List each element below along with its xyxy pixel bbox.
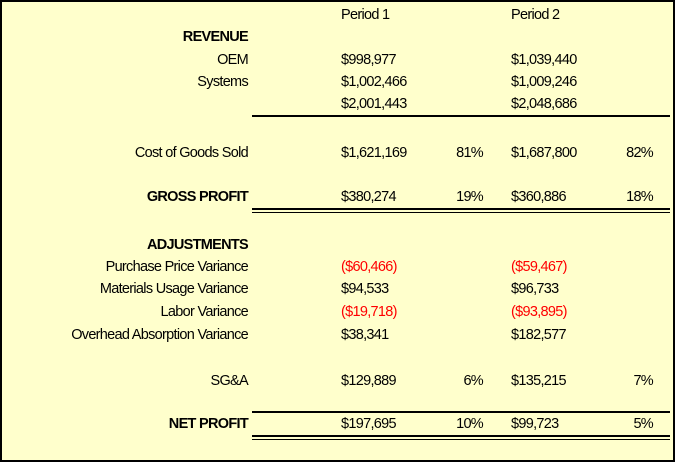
adjustments-heading: ADJUSTMENTS: [146, 237, 248, 253]
revenue-systems-p2: $1,009,246: [511, 74, 577, 90]
header-period-2: Period 2: [511, 7, 560, 23]
muv-label: Materials Usage Variance: [99, 281, 248, 297]
revenue-total-rule: [252, 115, 670, 117]
header-period-1: Period 1: [341, 7, 390, 23]
net-profit-p2-pct: 5%: [633, 416, 653, 432]
ppv-p1: ($60,466): [341, 259, 397, 275]
ppv-p2: ($59,467): [511, 259, 567, 275]
muv-p2: $96,733: [511, 281, 559, 297]
revenue-heading: REVENUE: [182, 29, 248, 45]
muv-p1: $94,533: [341, 281, 389, 297]
sga-p2: $135,215: [511, 373, 566, 389]
oav-p1: $38,341: [341, 327, 389, 343]
net-profit-p2: $99,723: [511, 416, 559, 432]
revenue-total-p2: $2,048,686: [511, 96, 577, 112]
labor-variance-p2: ($93,895): [511, 304, 567, 320]
cogs-p1-pct: 81%: [456, 145, 483, 161]
gross-profit-p2-pct: 18%: [626, 189, 653, 205]
gross-profit-p1: $380,274: [341, 189, 396, 205]
sga-p1: $129,889: [341, 373, 396, 389]
sga-label: SG&A: [210, 373, 248, 389]
gross-profit-rule-top: [252, 208, 670, 210]
cogs-p1: $1,621,169: [341, 145, 407, 161]
revenue-systems-label: Systems: [197, 74, 248, 90]
net-profit-rule-bottom-1: [252, 435, 670, 437]
net-profit-p1-pct: 10%: [456, 416, 483, 432]
ppv-label: Purchase Price Variance: [105, 259, 248, 275]
sga-p2-pct: 7%: [633, 373, 653, 389]
gross-profit-label: GROSS PROFIT: [146, 189, 248, 205]
net-profit-rule-top: [252, 411, 670, 413]
cogs-label: Cost of Goods Sold: [134, 145, 248, 161]
oav-label: Overhead Absorption Variance: [71, 327, 248, 343]
labor-variance-p1: ($19,718): [341, 304, 397, 320]
revenue-total-p1: $2,001,443: [341, 96, 407, 112]
net-profit-p1: $197,695: [341, 416, 396, 432]
net-profit-label: NET PROFIT: [168, 416, 248, 432]
gross-profit-p1-pct: 19%: [456, 189, 483, 205]
gross-profit-rule-bottom: [252, 212, 670, 213]
revenue-oem-label: OEM: [217, 52, 248, 68]
net-profit-rule-bottom-2: [252, 439, 670, 440]
revenue-systems-p1: $1,002,466: [341, 74, 407, 90]
sga-p1-pct: 6%: [463, 373, 483, 389]
oav-p2: $182,577: [511, 327, 566, 343]
cogs-p2: $1,687,800: [511, 145, 577, 161]
revenue-oem-p2: $1,039,440: [511, 52, 577, 68]
gross-profit-p2: $360,886: [511, 189, 566, 205]
labor-variance-label: Labor Variance: [160, 304, 248, 320]
cogs-p2-pct: 82%: [626, 145, 653, 161]
revenue-oem-p1: $998,977: [341, 52, 396, 68]
